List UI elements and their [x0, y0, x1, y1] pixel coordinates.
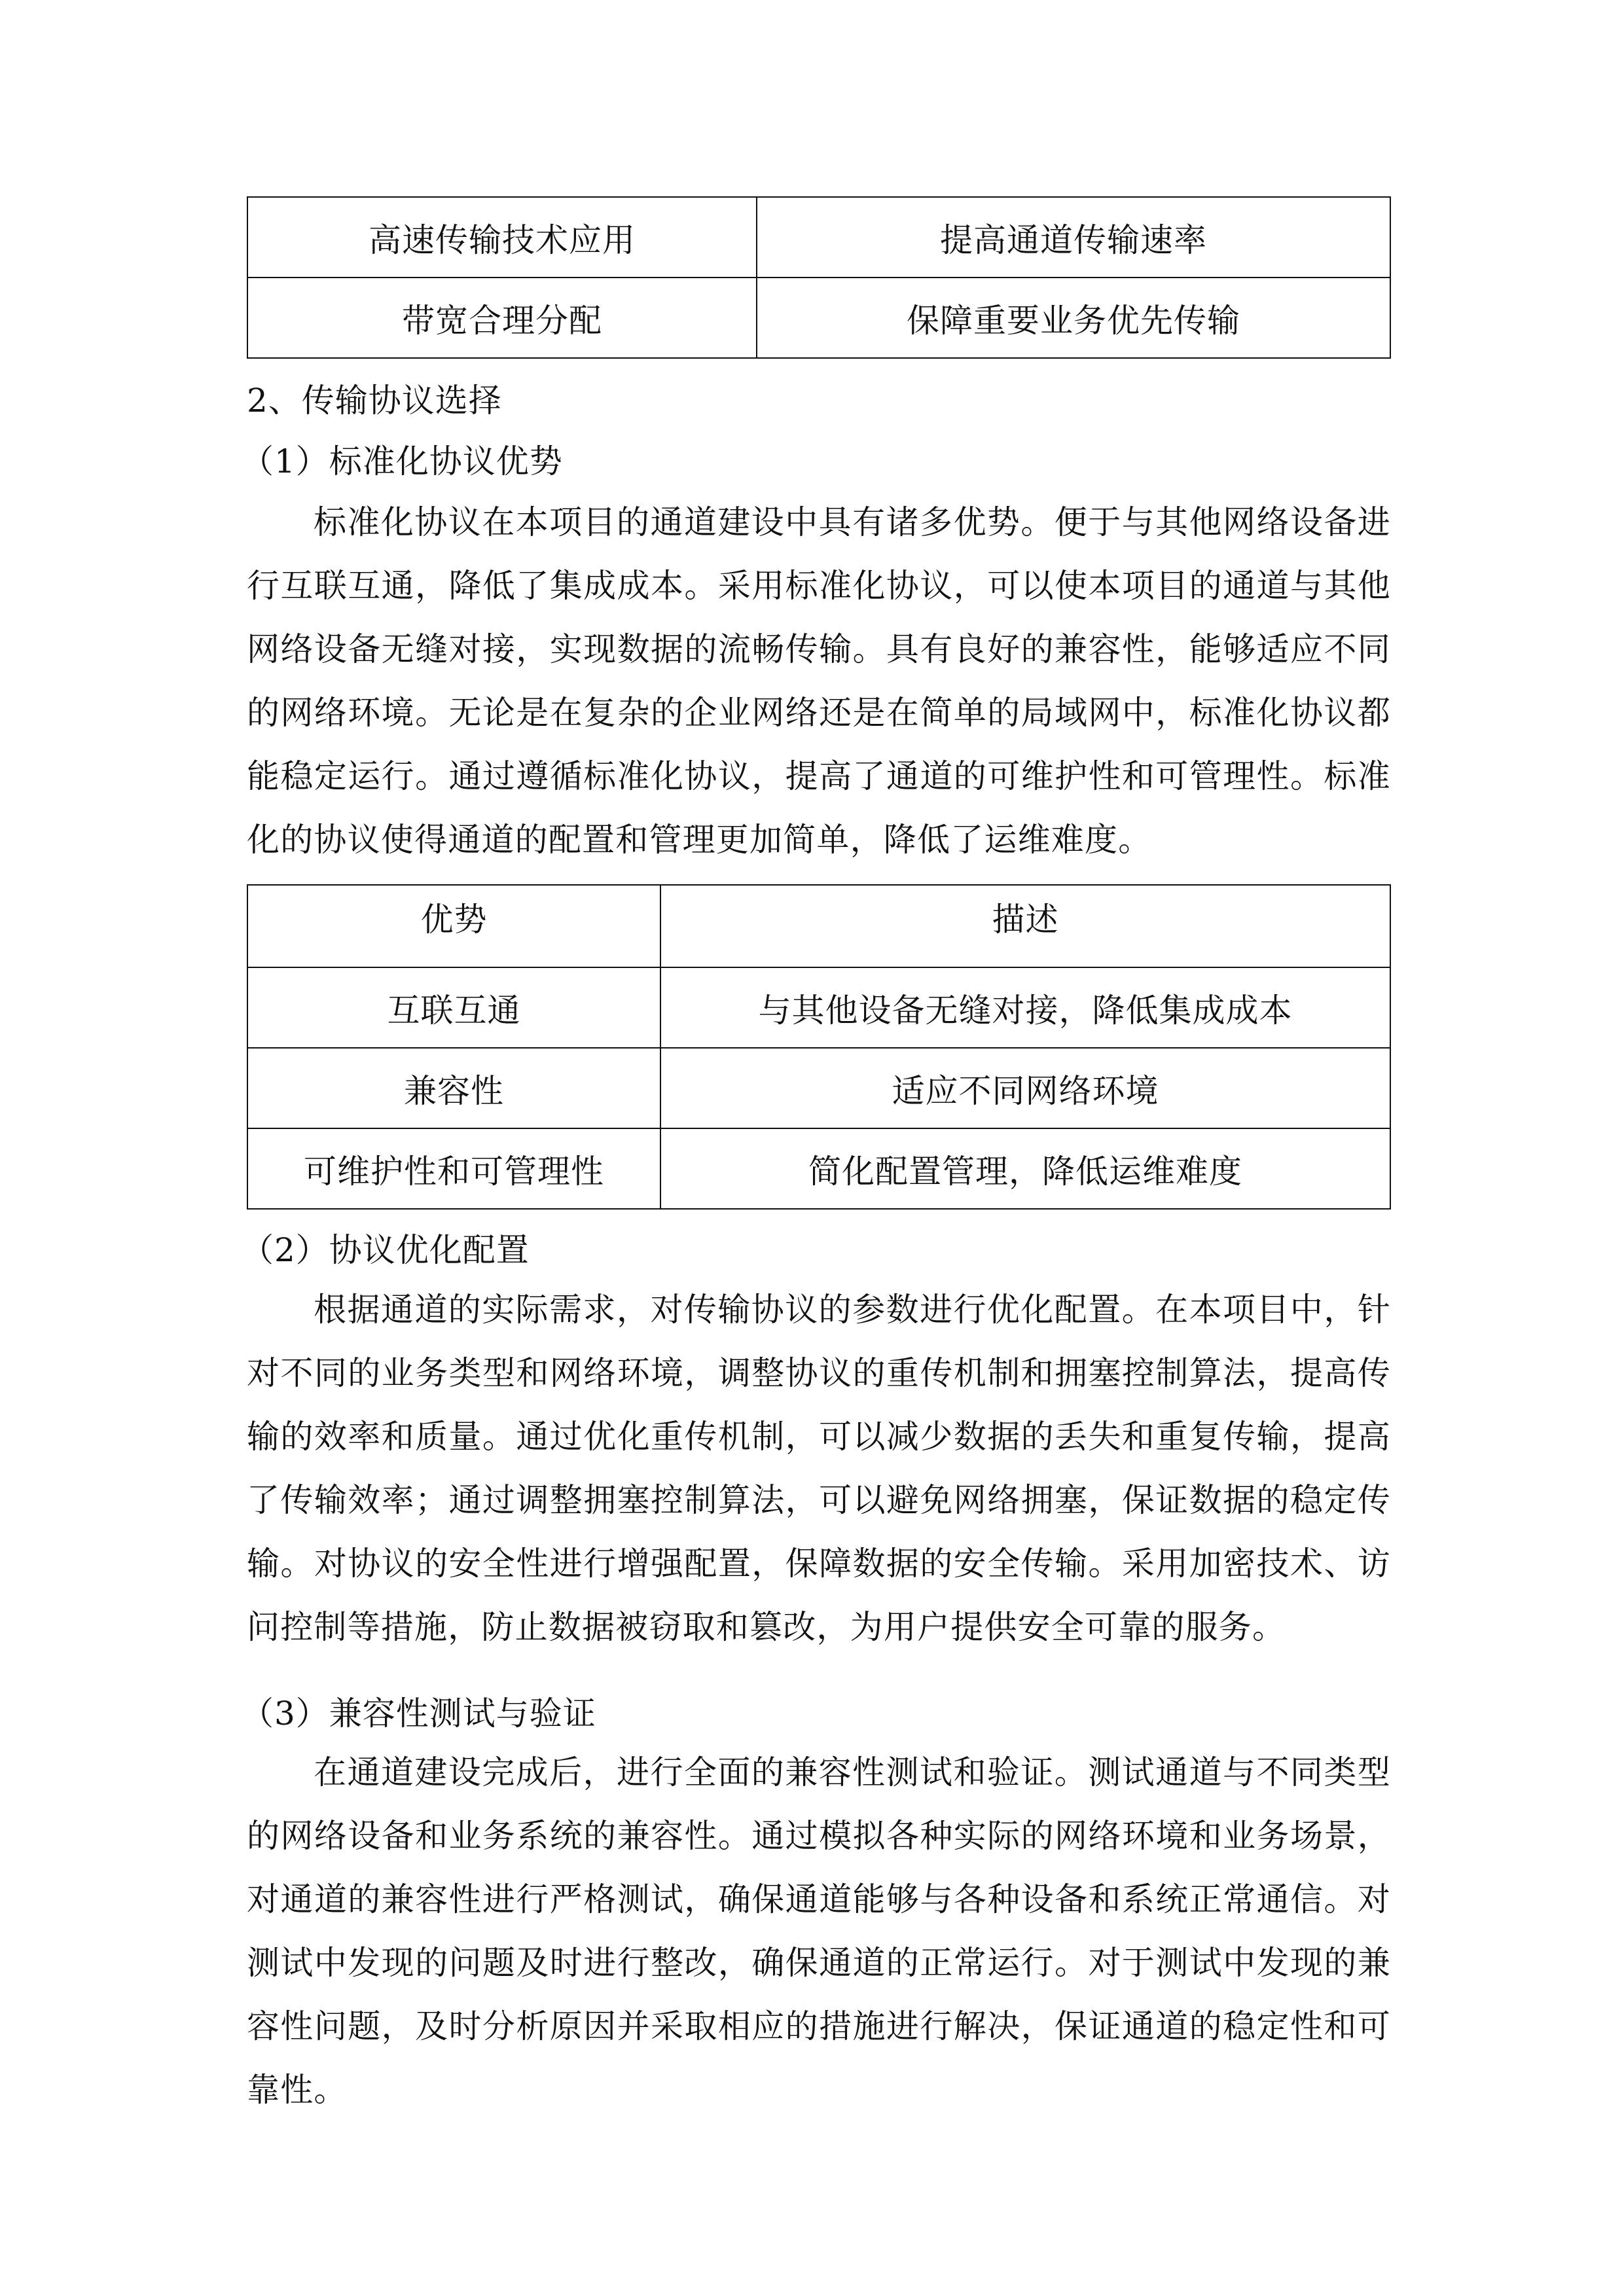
paragraph: 根据通道的实际需求，对传输协议的参数进行优化配置。在本项目中，针对不同的业务类型和网络环境，调整协议的重传机制和拥塞控制算法，提高传输的效率和质量。通过优化重传机制，可以减少数据的丢失和重复传输，提高了传输效率；通过调整拥塞控制算法，可以避免网络拥塞，保证数据的稳定传输。对协议的安全性进行增强配置，保障数据的安全传输。采用加密技术、访问控制等措施，防止数据被窃取和篡改，为用户提供安全可靠的服务。 — [247, 1291, 1391, 1646]
table-header: 优势 — [247, 885, 660, 967]
table-row — [247, 197, 1390, 278]
table-row — [247, 1128, 1390, 1209]
table-cell: 保障重要业务优先传输 — [757, 278, 1390, 358]
table-cell: 高速传输技术应用 — [247, 197, 757, 278]
table-header: 描述 — [660, 885, 1390, 967]
subsection-heading: （1）标准化协议优势 — [241, 442, 563, 480]
table-row — [247, 1048, 1390, 1128]
table-header-row — [247, 885, 1390, 967]
paragraph: 在通道建设完成后，进行全面的兼容性测试和验证。测试通道与不同类型的网络设备和业务系统的兼容性。通过模拟各种实际的网络环境和业务场景，对通道的兼容性进行严格测试，确保通道能够与各种设备和系统正常通信。对测试中发现的问题及时进行整改，确保通道的正常运行。对于测试中发现的兼容性问题，及时分析原因并采取相应的措施进行解决，保证通道的稳定性和可靠性。 — [247, 1753, 1391, 2109]
table-cell: 互联互通 — [247, 967, 660, 1048]
table-protocol-advantages — [247, 884, 1391, 1210]
table-cell: 兼容性 — [247, 1048, 660, 1128]
table-row — [247, 967, 1390, 1048]
subsection-heading: （2）协议优化配置 — [241, 1231, 530, 1269]
subsection-heading: （3）兼容性测试与验证 — [241, 1695, 596, 1732]
table-row — [247, 278, 1390, 358]
table-cell: 提高通道传输速率 — [757, 197, 1390, 278]
table-cell: 适应不同网络环境 — [660, 1048, 1390, 1128]
table-cell: 可维护性和可管理性 — [247, 1128, 660, 1209]
section-heading: 2、传输协议选择 — [247, 382, 502, 420]
table-cell: 与其他设备无缝对接，降低集成成本 — [660, 967, 1390, 1048]
table-transmission-measures — [247, 196, 1391, 359]
table-cell: 简化配置管理，降低运维难度 — [660, 1128, 1390, 1209]
table-cell: 带宽合理分配 — [247, 278, 757, 358]
paragraph: 标准化协议在本项目的通道建设中具有诸多优势。便于与其他网络设备进行互联互通，降低了集成成本。采用标准化协议，可以使本项目的通道与其他网络设备无缝对接，实现数据的流畅传输。具有良好的兼容性，能够适应不同的网络环境。无论是在复杂的企业网络还是在简单的局域网中，标准化协议都能稳定运行。通过遵循标准化协议，提高了通道的可维护性和可管理性。标准化的协议使得通道的配置和管理更加简单，降低了运维难度。 — [247, 503, 1391, 859]
